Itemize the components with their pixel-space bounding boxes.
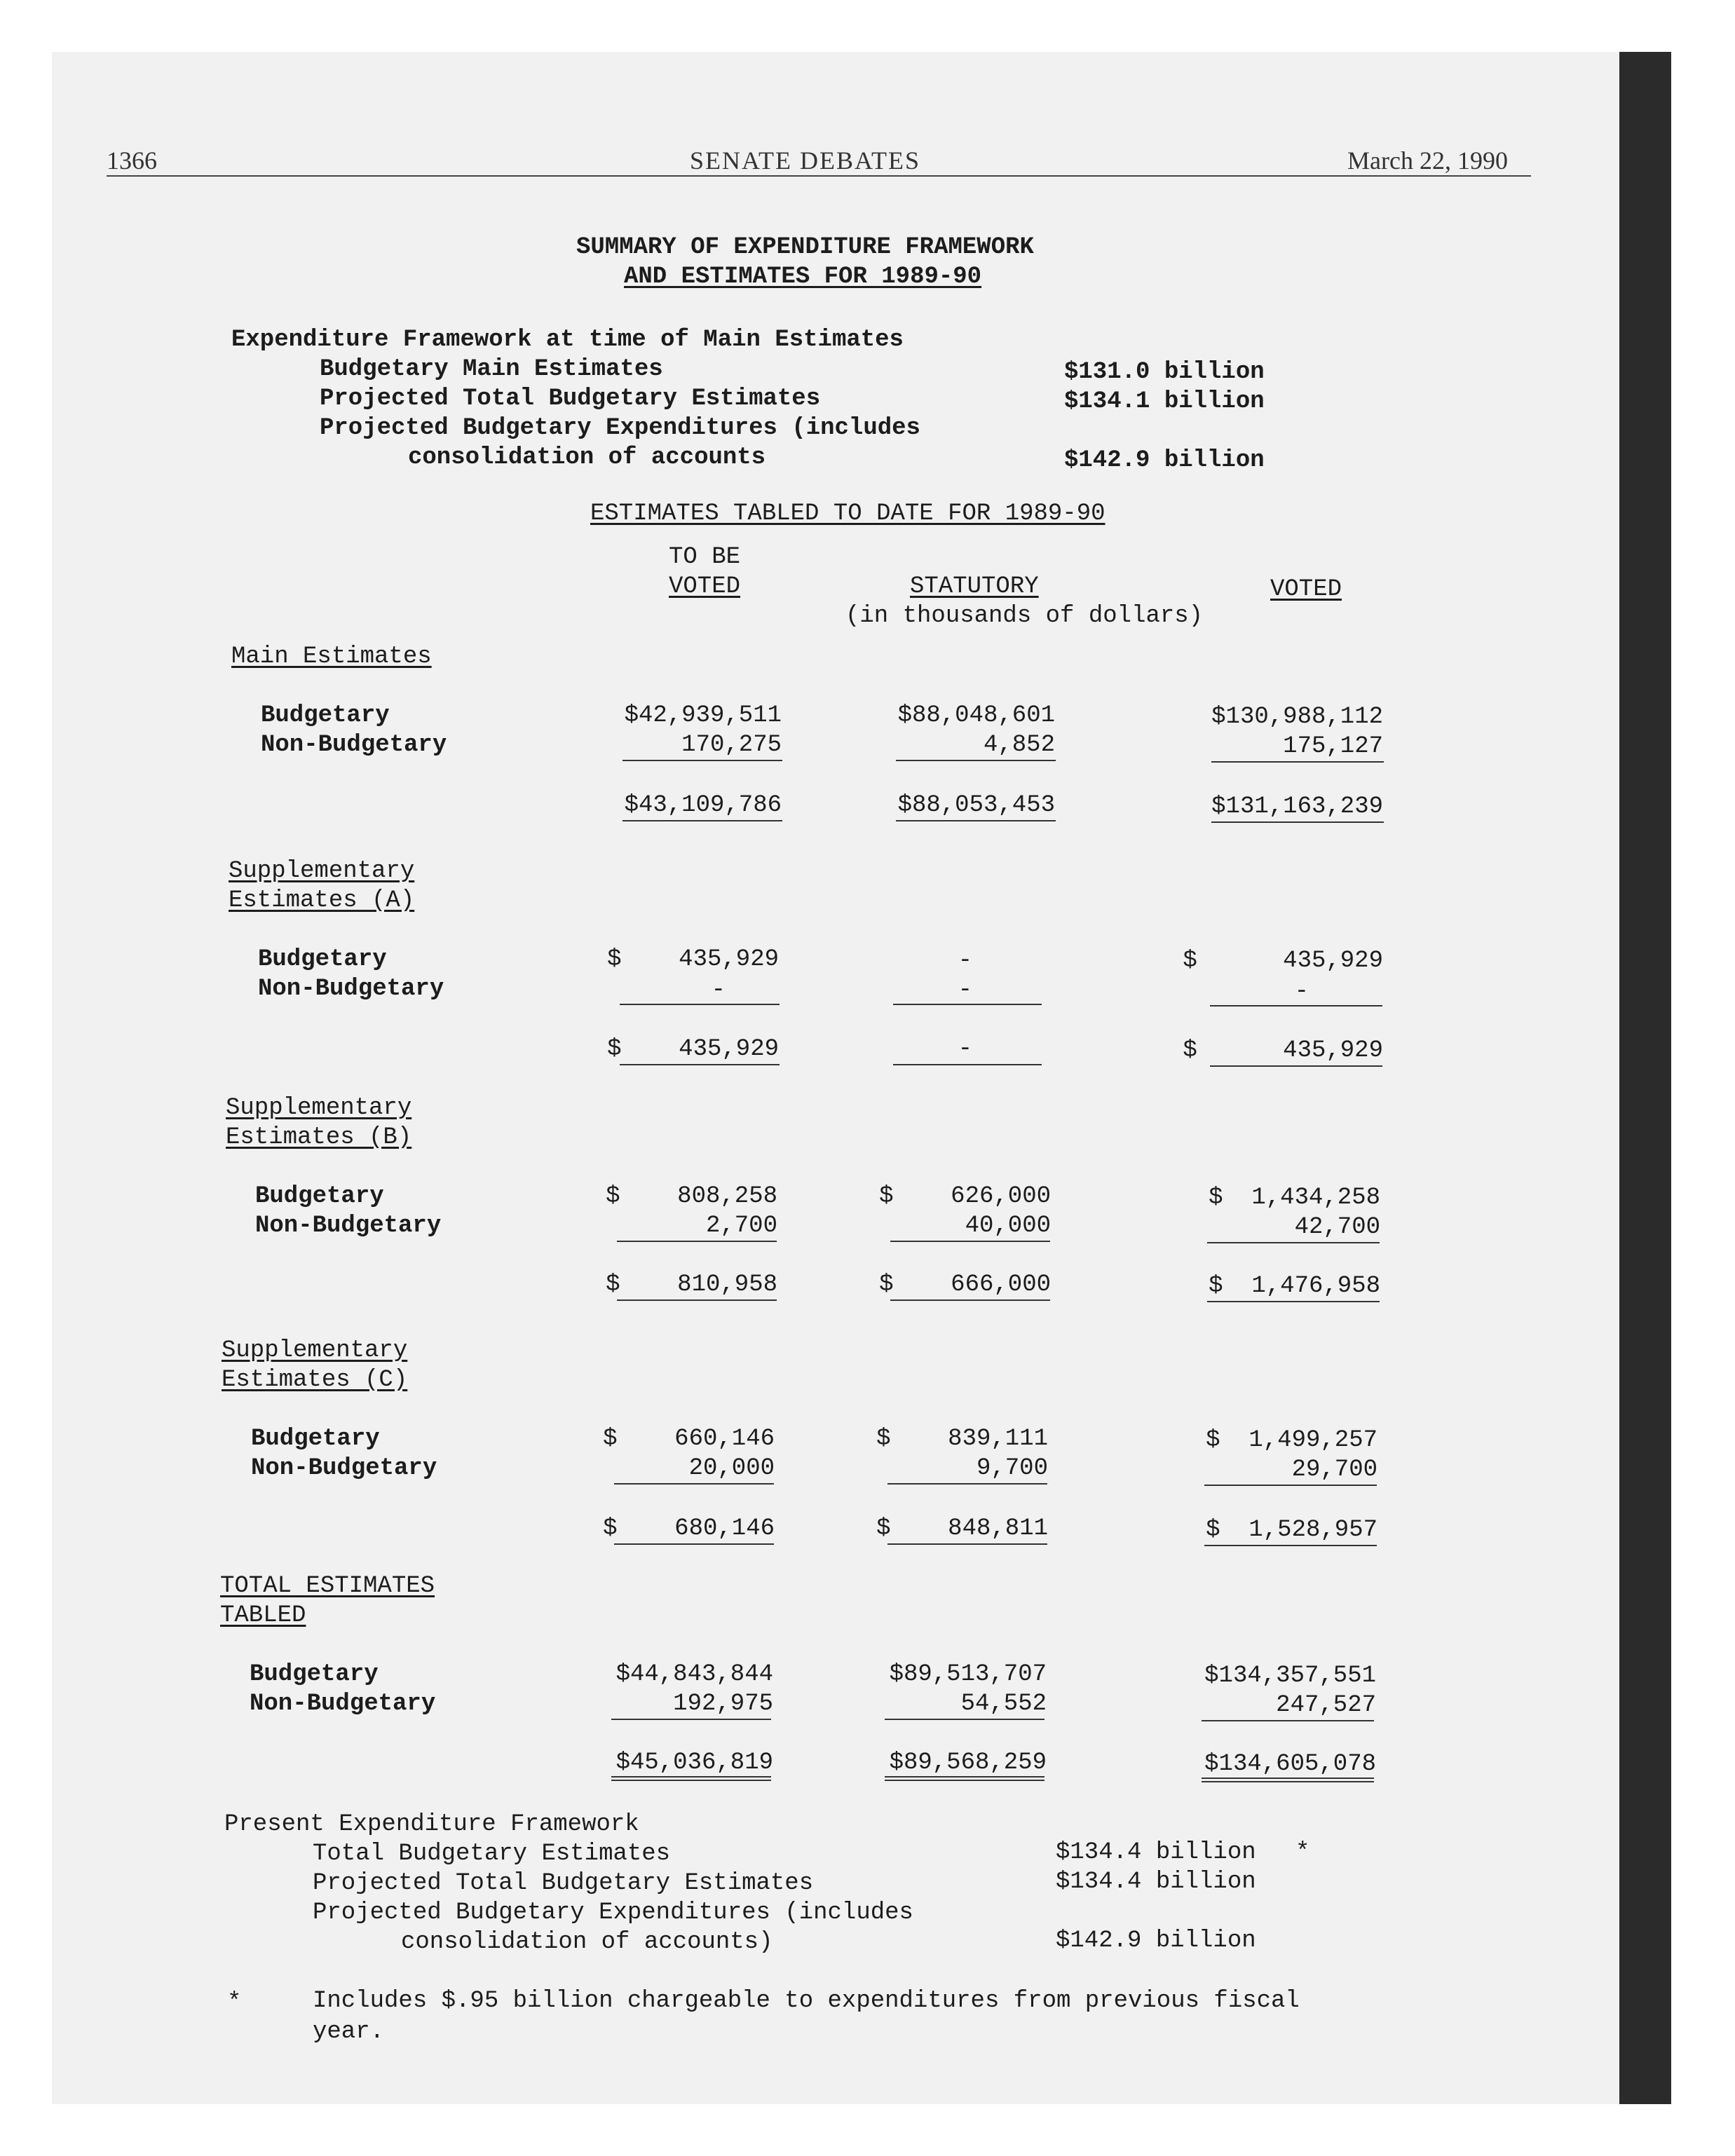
supp-b-non-budgetary-statutory: 40,000 (965, 1213, 1051, 1239)
supp-c-total-rule-3 (1204, 1545, 1377, 1546)
framework-present-row3-label-b: consolidation of accounts) (401, 1929, 773, 1956)
title-line-2: AND ESTIMATES FOR 1989-90 (624, 264, 982, 290)
main-budgetary-label: Budgetary (261, 702, 390, 729)
framework-present-row2-value: $134.4 billion (1056, 1869, 1256, 1895)
supp-a-subtotal-rule-2 (893, 1004, 1042, 1005)
supp-a-total-rule-1 (620, 1064, 780, 1065)
supp-b-total-statutory: $ 666,000 (879, 1271, 1051, 1298)
page-number: 1366 (107, 146, 157, 175)
footnote-asterisk: * (227, 1989, 242, 2016)
supp-c-total-to-be-voted: $ 680,146 (603, 1515, 775, 1542)
col-to-be-voted-line-1: TO BE (669, 544, 741, 571)
framework-main-row3-value: $142.9 billion (1064, 447, 1265, 474)
supp-c-total-voted: $ 1,528,957 (1206, 1517, 1377, 1543)
framework-main-heading: Expenditure Framework at time of Main Estimates (231, 327, 904, 353)
framework-present-row3-value: $142.9 billion (1056, 1928, 1256, 1954)
framework-present-row1-label: Total Budgetary Estimates (313, 1841, 671, 1867)
main-total-voted: $131,163,239 (1211, 793, 1383, 820)
col-voted: VOTED (1270, 576, 1342, 603)
main-total-rule-2 (896, 820, 1056, 821)
supp-a-budgetary-to-be-voted: $ 435,929 (607, 946, 779, 973)
main-non-budgetary-label: Non-Budgetary (261, 732, 447, 758)
supp-a-subtotal-rule-3 (1210, 1005, 1382, 1007)
supp-c-subtotal-rule-2 (887, 1483, 1047, 1485)
total-budgetary-label: Budgetary (250, 1661, 379, 1688)
supp-b-total-voted: $ 1,476,958 (1209, 1273, 1380, 1299)
main-subtotal-rule-3 (1211, 761, 1384, 763)
supp-b-budgetary-label: Budgetary (255, 1183, 384, 1210)
supp-b-title-line-2: Estimates (B) (226, 1124, 412, 1151)
main-budgetary-statutory: $88,048,601 (897, 702, 1055, 729)
framework-main-row1-value: $131.0 billion (1064, 359, 1265, 386)
footnote-line-1: Includes $.95 billion chargeable to expenditures from previous fiscal (313, 1988, 1300, 2014)
footnote-line-2: year. (313, 2019, 385, 2045)
grand-total-double-rule-2 (885, 1776, 1045, 1781)
document-page (52, 52, 1671, 2104)
grand-total-voted: $134,605,078 (1204, 1751, 1376, 1778)
supp-c-budgetary-statutory: $ 839,111 (876, 1426, 1048, 1452)
main-total-statutory: $88,053,453 (897, 792, 1055, 819)
supp-a-total-statutory: - (958, 1036, 972, 1063)
title-line-1: SUMMARY OF EXPENDITURE FRAMEWORK (576, 234, 1034, 261)
total-subtotal-rule-1 (611, 1719, 771, 1720)
supp-b-subtotal-rule-3 (1207, 1242, 1380, 1243)
supp-a-budgetary-statutory: - (958, 948, 972, 974)
grand-total-statutory: $89,568,259 (889, 1749, 1047, 1776)
supp-c-non-budgetary-to-be-voted: 20,000 (688, 1455, 775, 1482)
page-date: March 22, 1990 (1347, 146, 1508, 175)
framework-present-row2-label: Projected Total Budgetary Estimates (313, 1870, 814, 1897)
total-non-budgetary-statutory: 54,552 (960, 1691, 1047, 1717)
supp-a-total-to-be-voted: $ 435,929 (607, 1036, 779, 1063)
supp-b-budgetary-statutory: $ 626,000 (879, 1183, 1051, 1210)
supp-b-subtotal-rule-1 (617, 1241, 777, 1242)
framework-main-row3-label-b: consolidation of accounts (408, 444, 766, 471)
supp-b-total-rule-1 (617, 1299, 777, 1301)
supp-b-non-budgetary-to-be-voted: 2,700 (705, 1213, 777, 1239)
supp-c-non-budgetary-label: Non-Budgetary (251, 1455, 437, 1482)
framework-present-row1-value: $134.4 billion (1056, 1839, 1256, 1866)
framework-present-row1-asterisk: * (1295, 1839, 1310, 1866)
supp-a-non-budgetary-voted: - (1294, 978, 1309, 1005)
supp-a-subtotal-rule-1 (620, 1004, 780, 1005)
supp-b-total-rule-2 (890, 1299, 1050, 1301)
supp-a-non-budgetary-statutory: - (958, 977, 972, 1004)
supp-b-total-rule-3 (1207, 1301, 1380, 1302)
framework-present-heading: Present Expenditure Framework (224, 1811, 639, 1838)
total-budgetary-voted: $134,357,551 (1204, 1663, 1376, 1689)
supp-c-subtotal-rule-3 (1204, 1485, 1377, 1486)
total-non-budgetary-to-be-voted: 192,975 (673, 1691, 773, 1717)
main-estimates-title: Main Estimates (231, 643, 432, 670)
main-total-to-be-voted: $43,109,786 (624, 792, 782, 819)
framework-main-row3-label-a: Projected Budgetary Expenditures (includes (320, 415, 920, 442)
total-non-budgetary-label: Non-Budgetary (250, 1691, 436, 1717)
grand-total-to-be-voted: $45,036,819 (615, 1749, 773, 1776)
main-total-rule-1 (622, 820, 782, 821)
main-non-budgetary-statutory: 4,852 (983, 732, 1055, 758)
total-tabled-title-line-2: TABLED (220, 1602, 306, 1629)
supp-b-title-line-1: Supplementary (226, 1095, 412, 1121)
estimates-heading: ESTIMATES TABLED TO DATE FOR 1989-90 (590, 500, 1105, 527)
col-statutory: STATUTORY (910, 573, 1039, 600)
supp-a-total-rule-3 (1210, 1065, 1382, 1067)
supp-a-non-budgetary-to-be-voted: - (711, 977, 726, 1004)
supp-c-subtotal-rule-1 (614, 1483, 774, 1485)
framework-main-row2-label: Projected Total Budgetary Estimates (320, 386, 821, 412)
publication-title: SENATE DEBATES (690, 146, 921, 175)
header-rule (107, 175, 1531, 177)
scan-edge (1619, 52, 1671, 2104)
main-budgetary-voted: $130,988,112 (1211, 704, 1383, 730)
supp-a-total-rule-2 (893, 1064, 1042, 1065)
total-subtotal-rule-2 (885, 1719, 1045, 1720)
main-total-rule-3 (1211, 821, 1384, 823)
supp-a-budgetary-label: Budgetary (258, 946, 387, 973)
supp-c-total-statutory: $ 848,811 (876, 1515, 1048, 1542)
grand-total-double-rule-1 (611, 1776, 771, 1781)
units-note: (in thousands of dollars) (845, 603, 1204, 629)
total-budgetary-statutory: $89,513,707 (889, 1661, 1047, 1688)
supp-a-non-budgetary-label: Non-Budgetary (258, 976, 444, 1002)
supp-c-total-rule-2 (887, 1543, 1047, 1545)
supp-c-budgetary-to-be-voted: $ 660,146 (603, 1426, 775, 1452)
supp-a-budgetary-voted: $ 435,929 (1183, 948, 1383, 974)
supp-c-title-line-1: Supplementary (222, 1337, 408, 1364)
supp-b-non-budgetary-label: Non-Budgetary (255, 1213, 442, 1239)
supp-a-title-line-1: Supplementary (229, 858, 415, 885)
total-tabled-title-line-1: TOTAL ESTIMATES (220, 1573, 435, 1599)
supp-c-non-budgetary-statutory: 9,700 (976, 1455, 1048, 1482)
supp-c-title-line-2: Estimates (C) (222, 1367, 408, 1393)
col-to-be-voted-line-2: VOTED (669, 573, 741, 600)
framework-present-row3-label-a: Projected Budgetary Expenditures (includes (313, 1899, 913, 1926)
main-non-budgetary-to-be-voted: 170,275 (681, 732, 782, 758)
main-budgetary-to-be-voted: $42,939,511 (624, 702, 782, 729)
main-subtotal-rule-2 (896, 760, 1056, 761)
total-non-budgetary-voted: 247,527 (1276, 1692, 1376, 1719)
supp-b-budgetary-voted: $ 1,434,258 (1209, 1185, 1380, 1211)
total-budgetary-to-be-voted: $44,843,844 (615, 1661, 773, 1688)
supp-a-total-voted: $ 435,929 (1183, 1037, 1383, 1064)
supp-b-total-to-be-voted: $ 810,958 (606, 1271, 777, 1298)
supp-c-budgetary-voted: $ 1,499,257 (1206, 1427, 1377, 1454)
supp-c-budgetary-label: Budgetary (251, 1426, 380, 1452)
grand-total-double-rule-3 (1202, 1778, 1374, 1782)
total-subtotal-rule-3 (1202, 1720, 1374, 1721)
main-subtotal-rule-1 (622, 760, 782, 761)
supp-c-total-rule-1 (614, 1543, 774, 1545)
supp-b-non-budgetary-voted: 42,700 (1294, 1214, 1380, 1241)
main-non-budgetary-voted: 175,127 (1283, 733, 1383, 760)
supp-b-budgetary-to-be-voted: $ 808,258 (606, 1183, 777, 1210)
supp-a-title-line-2: Estimates (A) (229, 887, 415, 914)
supp-c-non-budgetary-voted: 29,700 (1291, 1456, 1377, 1483)
framework-main-row1-label: Budgetary Main Estimates (320, 356, 663, 383)
supp-b-subtotal-rule-2 (890, 1241, 1050, 1242)
framework-main-row2-value: $134.1 billion (1064, 388, 1265, 415)
